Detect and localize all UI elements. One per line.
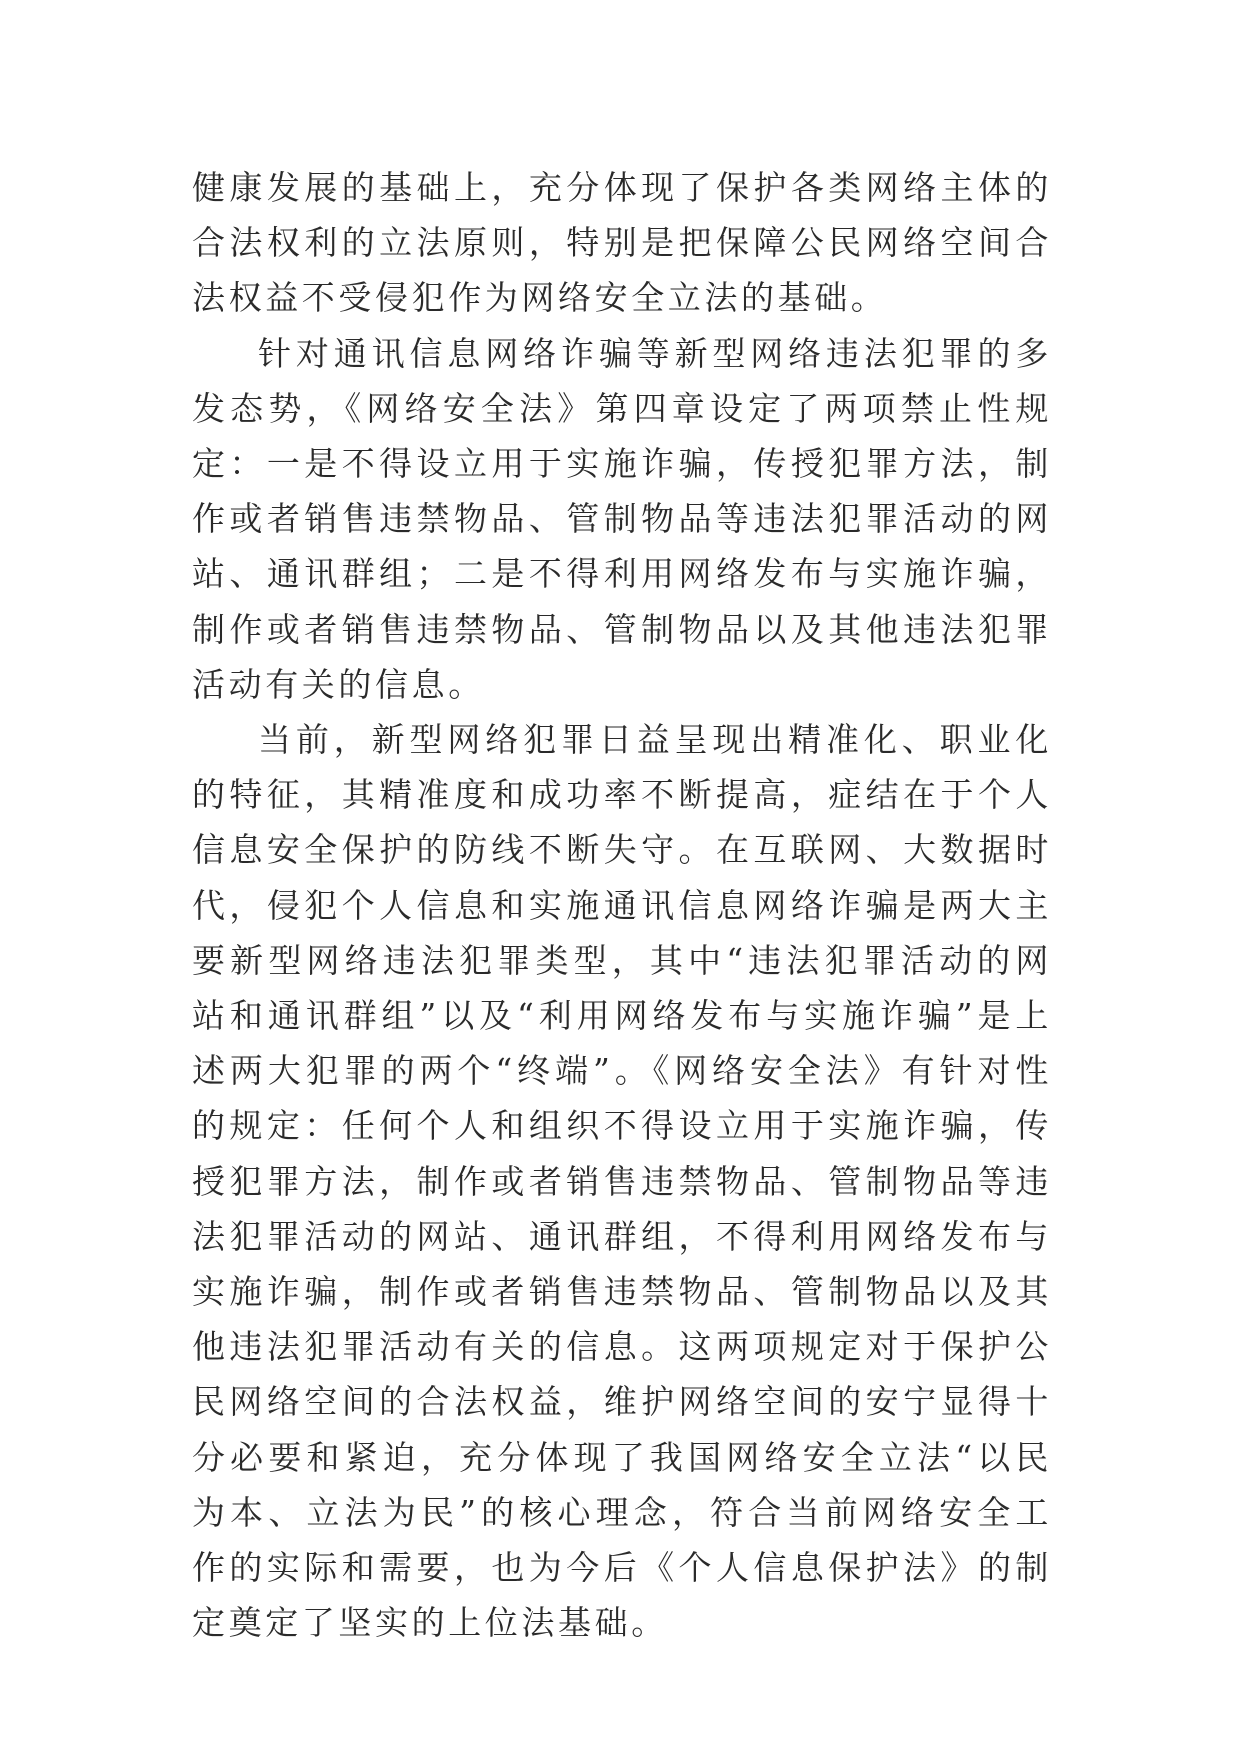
paragraph-prohibitions: 针对通讯信息网络诈骗等新型网络违法犯罪的多发态势，《网络安全法》第四章设定了两项禁止性规定：一是不得设立用于实施诈骗，传授犯罪方法，制作或者销售违禁物品、管制物品等违法犯罪活动的网站、通讯群组；二是不得利用网络发布与实施诈骗，制作或者销售违禁物品、管制物品以及其他违法犯罪活动有关的信息。: [192, 333, 1052, 704]
body-text: [192, 160, 1052, 1650]
paragraph-continuation: 健康发展的基础上，充分体现了保护各类网络主体的合法权利的立法原则，特别是把保障公民网络空间合法权益不受侵犯作为网络安全立法的基础。: [192, 168, 1052, 318]
paragraph-current-situation: 当前，新型网络犯罪日益呈现出精准化、职业化的特征，其精准度和成功率不断提高，症结在于个人信息安全保护的防线不断失守。在互联网、大数据时代，侵犯个人信息和实施通讯信息网络诈骗是两大主要新型网络违法犯罪类型，其中“违法犯罪活动的网站和通讯群组”以及“利用网络发布与实施诈骗”是上述两大犯罪的两个“终端”。《网络安全法》有针对性的规定：任何个人和组织不得设立用于实施诈骗，传授犯罪方法，制作或者销售违禁物品、管制物品等违法犯罪活动的网站、通讯群组，不得利用网络发布与实施诈骗，制作或者销售违禁物品、管制物品以及其他违法犯罪活动有关的信息。这两项规定对于保护公民网络空间的合法权益，维护网络空间的安宁显得十分必要和紧迫，充分体现了我国网络安全立法“以民为本、立法为民”的核心理念，符合当前网络安全工作的实际和需要，也为今后《个人信息保护法》的制定奠定了坚实的上位法基础。: [192, 720, 1052, 1643]
